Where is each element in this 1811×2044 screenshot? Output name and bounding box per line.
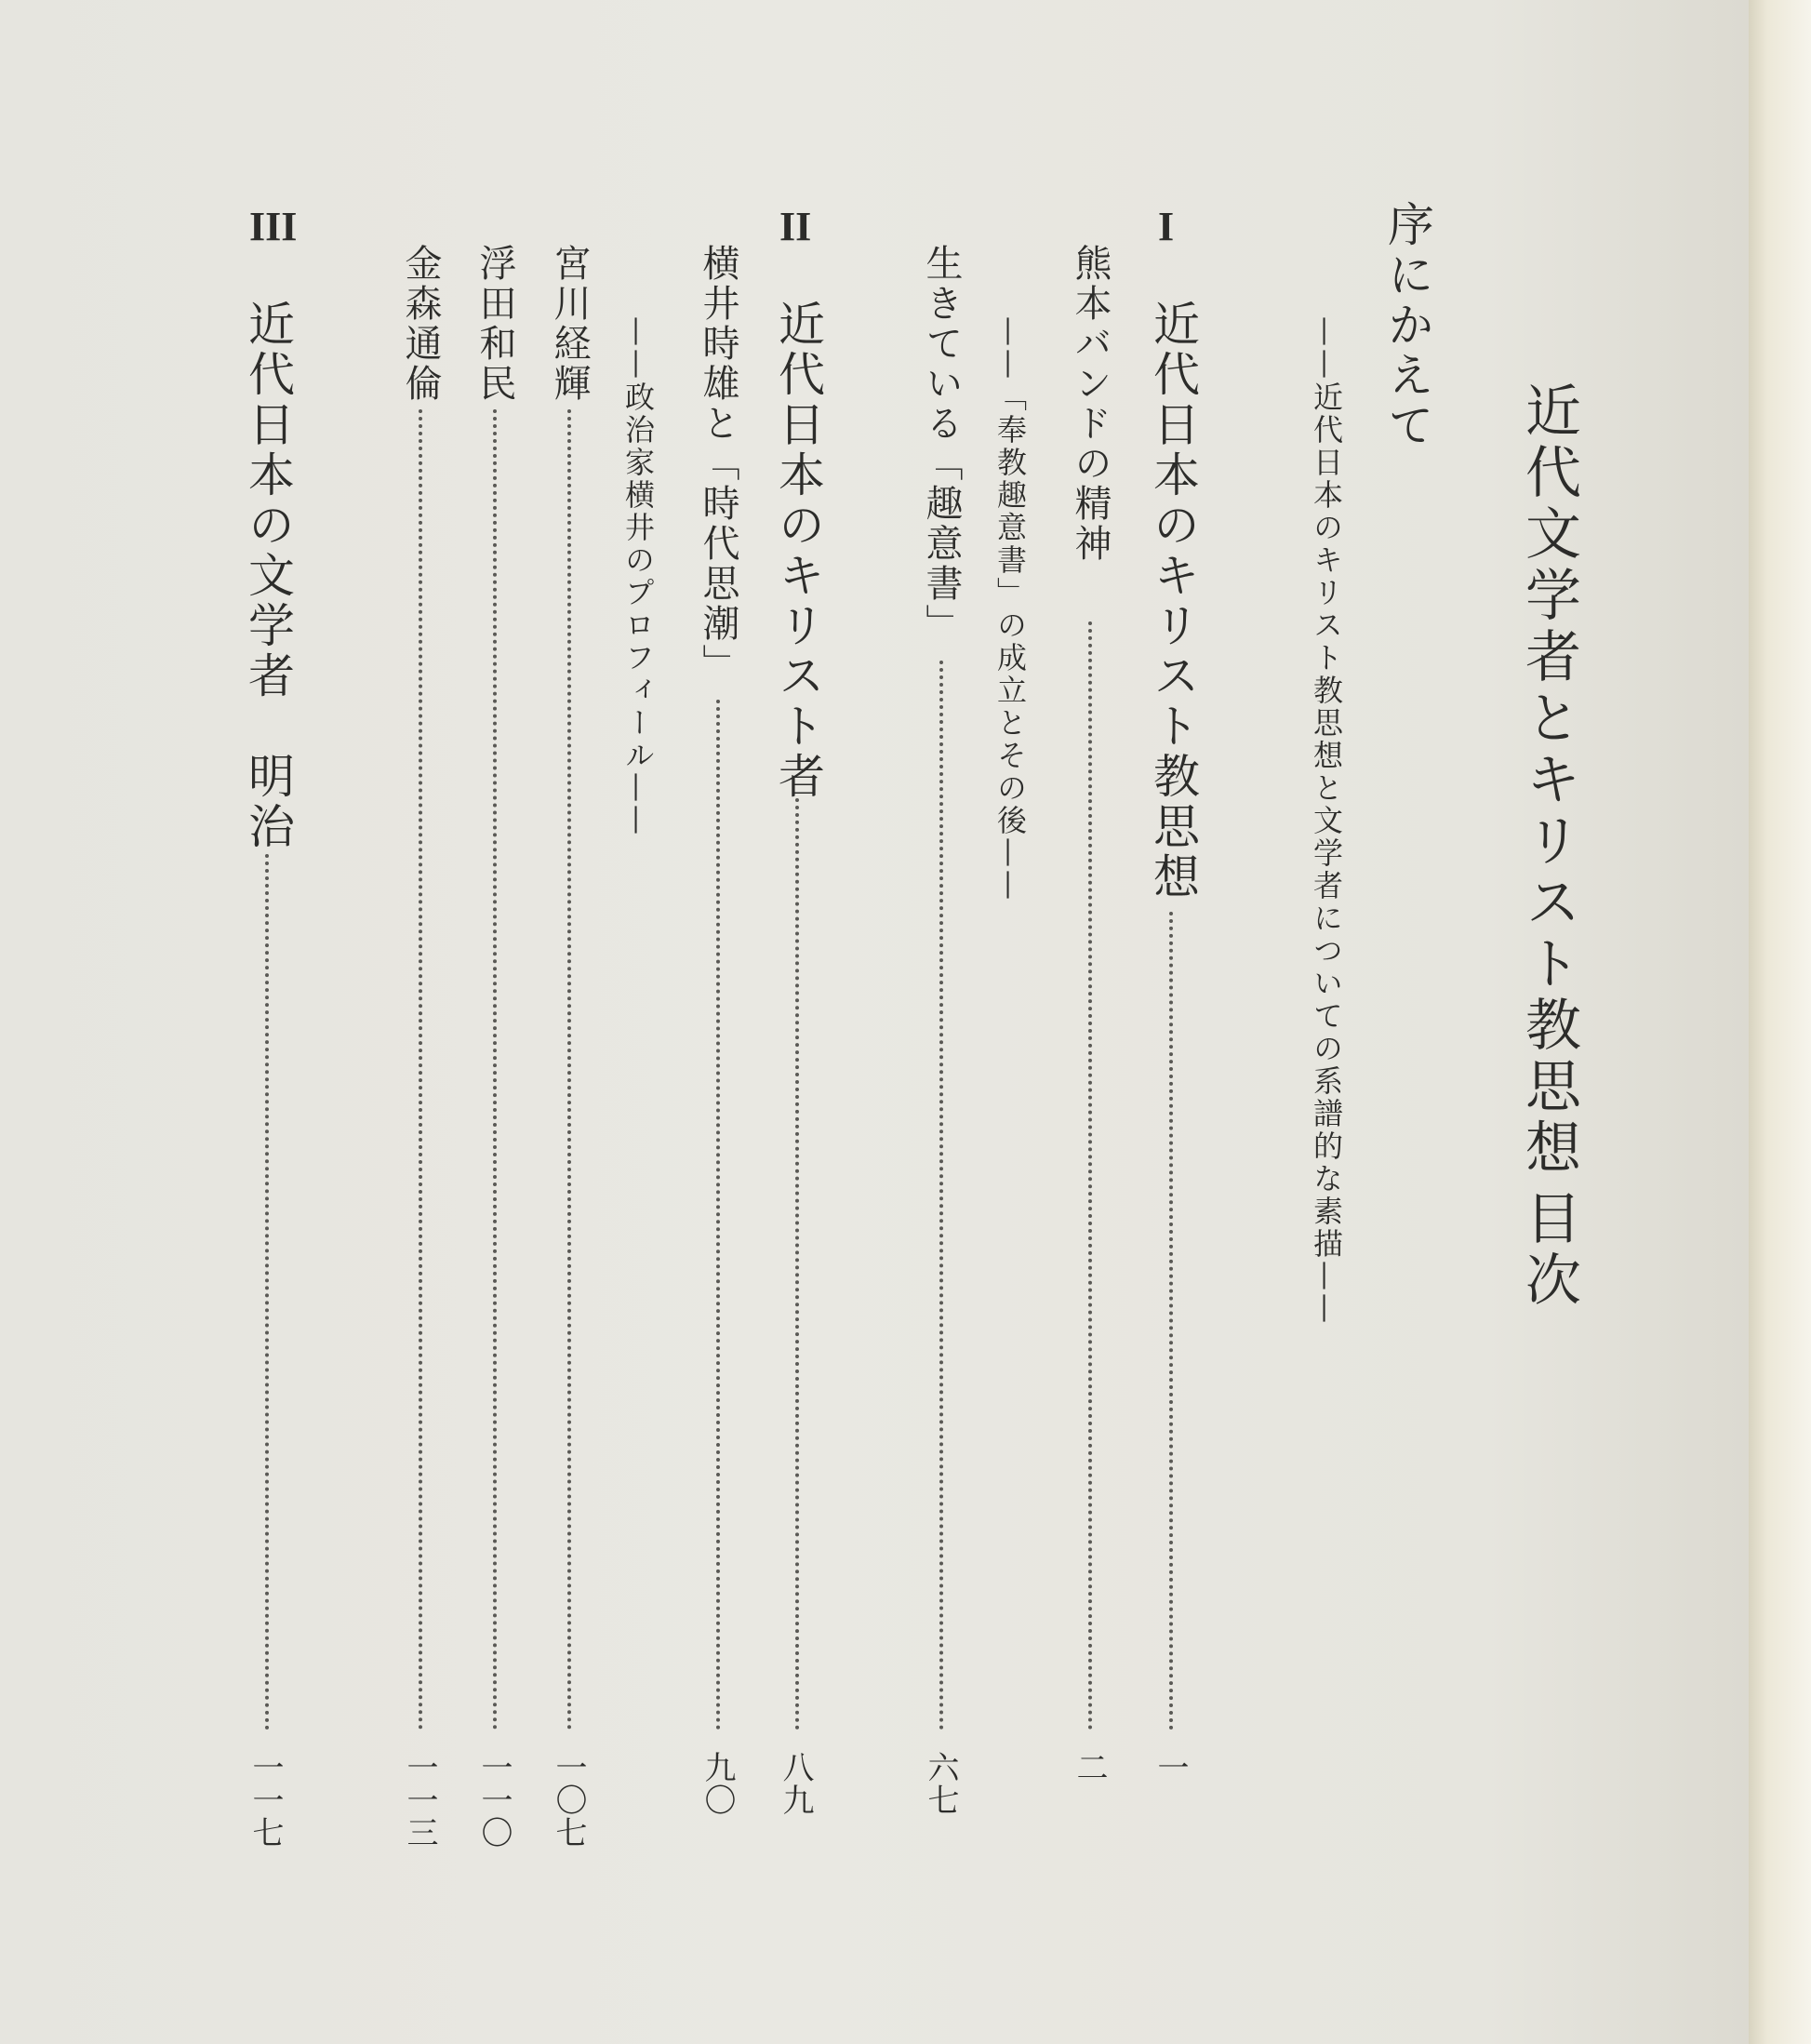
page-number: 六七 [922,1751,959,1816]
toc-entry: 浮田和民 [473,244,516,404]
leader-dots [795,798,799,1730]
page-number: 二 [1071,1751,1108,1783]
preface-label: 序にかえて [1380,200,1434,451]
page-number: 一〇七 [550,1751,587,1849]
toc-entry: 宮川経輝 [548,244,591,404]
page-number: 九〇 [699,1751,736,1816]
toc-entry-subtitle: ——政治家横井のプロフィール—— [620,316,656,837]
leader-dots [419,409,422,1730]
toc-entry: 横井時雄と「時代思潮」 [697,244,739,684]
toc-entry: 金森通倫 [399,244,442,404]
section-numeral-1: I [1158,204,1175,249]
section-heading-2: 近代日本のキリスト者 [771,300,825,802]
leader-dots [716,700,720,1730]
preface-subtitle: ——近代日本のキリスト教思想と文学者についての系譜的な素描—— [1309,316,1344,1326]
toc-entry: 熊本バンドの精神 [1069,244,1112,564]
section-numeral-3: III [249,204,298,249]
page-number: 八九 [777,1751,814,1816]
leader-dots [1088,621,1092,1730]
leader-dots [567,409,571,1730]
leader-dots [265,854,269,1730]
page-number: 一一七 [246,1751,284,1849]
page-edge [1749,0,1811,2044]
book-title: 近代文学者とキリスト教思想 [1516,381,1581,1180]
toc-label: 目次 [1516,1189,1581,1312]
leader-dots [939,661,943,1730]
section-heading-3: 近代日本の文学者 明治 [241,300,295,852]
section-heading-1: 近代日本のキリスト教思想 [1146,300,1200,902]
leader-dots [1169,912,1173,1730]
toc-entry: 生きている「趣意書」 [920,244,963,644]
page-number: 一一〇 [475,1751,513,1849]
leader-dots [493,409,497,1730]
page-number: 一 [1152,1751,1189,1783]
page-number: 一一三 [401,1751,438,1849]
section-numeral-2: II [779,204,812,249]
toc-entry-subtitle: ——「奉教趣意書」の成立とその後—— [992,316,1028,902]
